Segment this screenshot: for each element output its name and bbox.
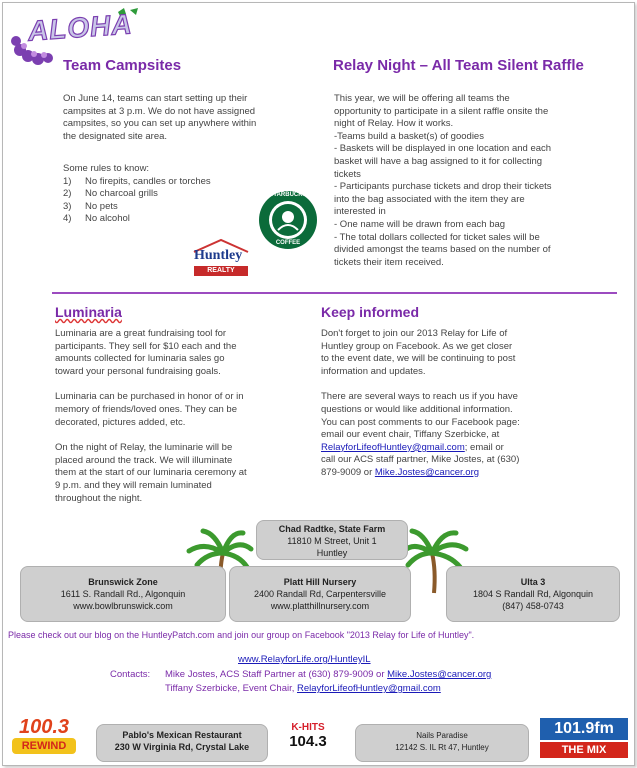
mix-name: THE MIX: [540, 742, 628, 758]
contacts-label: Contacts:: [110, 669, 151, 680]
rule-text: No alcohol: [85, 213, 130, 225]
rewind-name: REWIND: [12, 738, 76, 754]
mix-frequency: 101.9fm: [540, 718, 628, 740]
text-line: On June 14, teams can start setting up their: [63, 93, 248, 104]
chair-email-link[interactable]: RelayforLifeofHuntley@gmail.com: [321, 441, 465, 453]
sponsor-name: Nails Paradise: [416, 731, 468, 740]
text-line: - Baskets will be displayed in one location and each: [334, 143, 552, 155]
sponsor-box-brunswick: [20, 566, 226, 622]
informed-body: [321, 328, 621, 480]
relay-site-link[interactable]: www.RelayforLife.org/HuntleyIL: [238, 654, 371, 665]
huntley-realty-logo: [190, 238, 252, 278]
text-line: [321, 442, 621, 455]
text-line: questions or would like additional information.: [321, 403, 513, 415]
contact-line-1: [165, 669, 491, 680]
rules-list: [63, 163, 263, 226]
rule-item: [63, 213, 263, 226]
blog-note: Please check out our blog on the HuntleyPatch.com and join our group on Facebook "2013 Relay for Life of Huntley".: [8, 630, 475, 640]
realty-bar: REALTY: [194, 266, 248, 276]
text-line: email our event chair, Tiffany Szerbicke, at: [321, 429, 500, 441]
text-line: call our ACS staff partner, Mike Jostes, at (630): [321, 454, 520, 466]
text-line: them at the start of our luminaria ceremony at: [55, 467, 247, 479]
text-line: to the event date, we will be continuing to post: [321, 353, 516, 365]
sponsor-address: 1804 S Randall Rd, Algonquin: [472, 589, 594, 599]
spacer: [55, 429, 305, 442]
text-line: 9 p.m. and they will remain luminated: [55, 479, 212, 491]
text-line: This year, we will be offering all teams the: [334, 93, 510, 104]
raffle-body: [334, 93, 624, 269]
text-line: You can post comments to our Facebook page:: [321, 416, 520, 428]
text-line: campsites, so you can set up anywhere within: [63, 118, 257, 130]
sponsor-address: 230 W Virginia Rd, Crystal Lake: [114, 742, 250, 752]
text-line: -Teams build a basket(s) of goodies: [334, 130, 484, 142]
raffle-title: Relay Night – All Team Silent Raffle: [333, 57, 584, 74]
sponsor-address: 11810 M Street, Unit 1: [287, 536, 377, 546]
rule-text: No charcoal grills: [85, 188, 158, 200]
sponsor-website: www.bowlbrunswick.com: [73, 601, 173, 611]
rule-num: 1): [63, 175, 72, 187]
contact-email-link[interactable]: RelayforLifeofHuntley@gmail.com: [297, 683, 441, 694]
the-mix-radio-logo: [540, 718, 628, 762]
text-line: throughout the night.: [55, 492, 143, 504]
spacer: [55, 378, 305, 391]
text-line: [321, 467, 621, 480]
rule-item: [63, 176, 263, 189]
rule-item: [63, 188, 263, 201]
sponsor-address: 1611 S. Randall Rd., Algonquin: [60, 589, 186, 599]
text-line: Luminaria can be purchased in honor of or in: [55, 391, 244, 403]
rule-num: 3): [63, 200, 72, 212]
rule-item: [63, 201, 263, 214]
sponsor-website: www.platthillnursery.com: [270, 601, 370, 611]
rule-num: 2): [63, 188, 72, 200]
text-line: Luminaria are a great fundraising tool for: [55, 328, 227, 339]
text-line: memory of friends/loved ones. They can be: [55, 403, 238, 415]
text-line: interested in: [334, 206, 386, 218]
text-line: opportunity to participate in a silent raffle onsite the: [334, 105, 549, 117]
rules-intro: Some rules to know:: [63, 163, 150, 174]
starbucks-bottom-text: COFFEE: [275, 240, 301, 246]
text-line: amounts collected for luminaria sales go: [55, 353, 225, 365]
sponsor-box-nails: [355, 724, 529, 762]
staff-email-link[interactable]: Mike.Jostes@cancer.org: [374, 466, 480, 478]
khits-name: K-HITS: [291, 722, 325, 733]
text-line: participants. They sell for $10 each and the: [55, 340, 237, 352]
sponsor-name: Ulta 3: [520, 577, 546, 587]
rule-num: 4): [63, 213, 72, 225]
sponsor-name: Pablo's Mexican Restaurant: [122, 730, 242, 740]
contact-email-link[interactable]: Mike.Jostes@cancer.org: [387, 669, 492, 680]
rewind-radio-logo: [6, 716, 82, 762]
sponsor-name: Platt Hill Nursery: [283, 577, 357, 587]
sponsor-address: 2400 Randall Rd, Carpentersville: [253, 589, 387, 599]
campsites-paragraph: [63, 93, 313, 143]
text-line: placed around the track. We will illuminate: [55, 454, 233, 466]
sponsor-address: 12142 S. IL Rt 47, Huntley: [395, 743, 489, 752]
khits-radio-logo: [283, 722, 333, 762]
text-line: toward your personal fundraising goals.: [55, 365, 221, 377]
luminaria-body: [55, 328, 305, 505]
text-line: basket will have a bag assigned to it for collecting: [334, 155, 543, 167]
text-line: Don't forget to join our 2013 Relay for Life of: [321, 328, 508, 339]
contact-text: Tiffany Szerbicke, Event Chair,: [165, 683, 298, 694]
starbucks-logo: [258, 190, 318, 250]
text-line: decorated, pictures added, etc.: [55, 416, 186, 428]
sponsor-phone: (847) 458-0743: [502, 601, 564, 611]
text-line: night of Relay. How it works.: [334, 118, 454, 130]
text-line: tickets their item received.: [334, 256, 444, 268]
sponsor-box-state-farm: [256, 520, 408, 560]
huntley-wordmark: Huntley: [194, 248, 243, 263]
text-line: There are several ways to reach us if you have: [321, 391, 518, 403]
text-fragment: 879-9009 or: [321, 466, 375, 478]
text-line: information and updates.: [321, 365, 426, 377]
sponsor-box-ulta: [446, 566, 620, 622]
text-line: the designated site area.: [63, 130, 168, 142]
sponsor-box-pablos: [96, 724, 268, 762]
contact-text: Mike Jostes, ACS Staff Partner at (630) 879-9009 or: [165, 669, 388, 680]
campsites-title: Team Campsites: [63, 57, 182, 74]
text-line: - The total dollars collected for ticket sales will be: [334, 231, 540, 243]
text-line: tickets: [334, 168, 361, 180]
luminaria-title: Luminaria: [55, 304, 122, 320]
rewind-frequency: 100.3: [18, 716, 70, 738]
starbucks-top-text: STARBUCKS: [269, 192, 307, 198]
text-line: divided amongst the teams based on the number of: [334, 244, 551, 256]
khits-frequency: 104.3: [289, 733, 327, 750]
informed-title: Keep informed: [321, 304, 420, 320]
sponsor-name: Brunswick Zone: [88, 577, 158, 587]
text-line: Huntley group on Facebook. As we get closer: [321, 340, 513, 352]
rule-text: No firepits, candles or torches: [85, 175, 211, 187]
text-fragment: ; email or: [464, 441, 504, 453]
spacer: [321, 378, 621, 391]
rule-text: No pets: [85, 200, 118, 212]
text-line: - Participants purchase tickets and drop their tickets: [334, 181, 552, 193]
sponsor-box-platt-hill: [229, 566, 411, 622]
sponsor-name: Chad Radtke, State Farm: [278, 524, 386, 534]
text-line: On the night of Relay, the luminarie will be: [55, 442, 233, 454]
sponsor-city: Huntley: [316, 548, 348, 558]
section-divider: [52, 292, 617, 294]
text-line: - One name will be drawn from each bag: [334, 218, 506, 230]
text-line: campsites at 3 p.m. We do not have assigned: [63, 105, 256, 117]
contact-line-2: [165, 683, 441, 694]
aloha-title: ALOHA: [27, 8, 134, 47]
text-line: into the bag associated with the item they are: [334, 193, 525, 205]
